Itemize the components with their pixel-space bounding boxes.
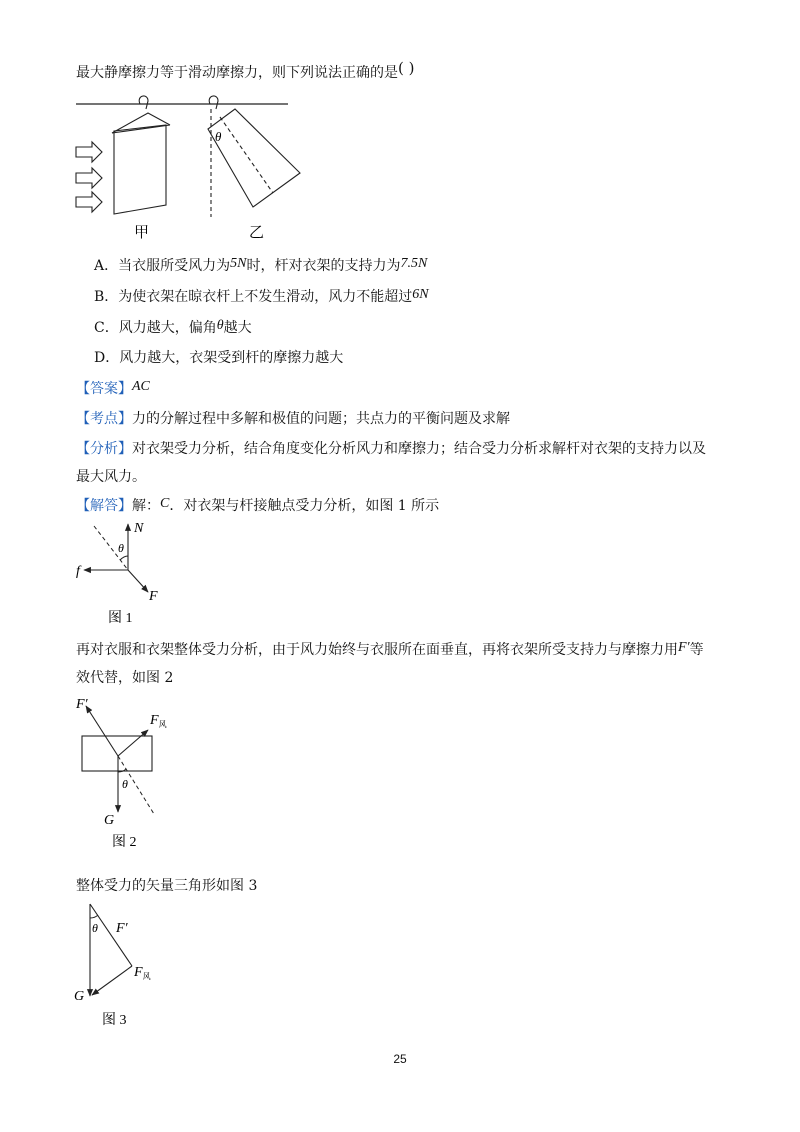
fig2-F: $F_风$ — [150, 713, 167, 729]
figure-1 — [72, 518, 172, 628]
fig2-theta: θ — [122, 777, 128, 791]
fig3-caption: 图 3 — [102, 1013, 127, 1028]
fig3-G: G — [74, 989, 85, 1004]
jieda-line: 【解答】解：C．对衣架与杆接触点受力分析，如图 1 所示 — [76, 496, 440, 514]
figure-3 — [72, 900, 172, 1030]
answer-line: 【答案】AC — [76, 379, 150, 397]
para2-line-1: 再对衣服和衣架整体受力分析，由于风力始终与衣服所在面垂直，再将衣架所受支持力与摩擦力用F′等 — [76, 640, 704, 658]
fig2-G: G — [104, 813, 115, 828]
fig3-F: $F_风$ — [134, 965, 151, 981]
option-d: D．风力越大，衣架受到杆的摩擦力越大 — [94, 350, 344, 366]
theta-label: θ — [215, 129, 222, 144]
para3-line: 整体受力的矢量三角形如图 3 — [76, 878, 258, 894]
fig3-theta: θ — [92, 921, 98, 935]
fenxi-line-1: 【分析】对衣架受力分析，结合角度变化分析风力和摩擦力；结合受力分析求解杆对衣架的支持力以及 — [76, 441, 706, 457]
fig2-Fp: F′ — [76, 697, 88, 712]
label-yi: 乙 — [249, 225, 265, 241]
answer-value: AC — [132, 379, 150, 394]
option-a: A．当衣服所受风力为5N时，杆对衣架的支持力为7.5N — [94, 256, 428, 274]
fig1-caption: 图 1 — [108, 611, 133, 626]
question-stem: 最大静摩擦力等于滑动摩擦力，则下列说法正确的是( ) — [76, 59, 415, 81]
answer-paren: ( ) — [398, 59, 415, 77]
para2-line-2: 效代替，如图 2 — [76, 670, 174, 686]
fig1-N: N — [134, 521, 144, 536]
figure-2 — [70, 690, 190, 850]
label-jia: 甲 — [134, 225, 150, 241]
fig2-caption: 图 2 — [112, 835, 137, 850]
option-c: C．风力越大，偏角θ越大 — [94, 318, 252, 336]
fig1-F: F — [149, 589, 158, 604]
fig1-theta: θ — [118, 541, 124, 555]
option-b: B．为使衣架在晾衣杆上不发生滑动，风力不能超过6N — [94, 287, 429, 305]
fig3-Fp: F′ — [116, 921, 128, 936]
fenxi-line-2: 最大风力。 — [76, 469, 146, 485]
fig1-f: f — [76, 564, 80, 579]
figure-jia-yi — [70, 95, 310, 245]
page-number: 25 — [393, 1052, 407, 1066]
kaodian-line: 【考点】力的分解过程中多解和极值的问题；共点力的平衡问题及求解 — [76, 411, 510, 427]
